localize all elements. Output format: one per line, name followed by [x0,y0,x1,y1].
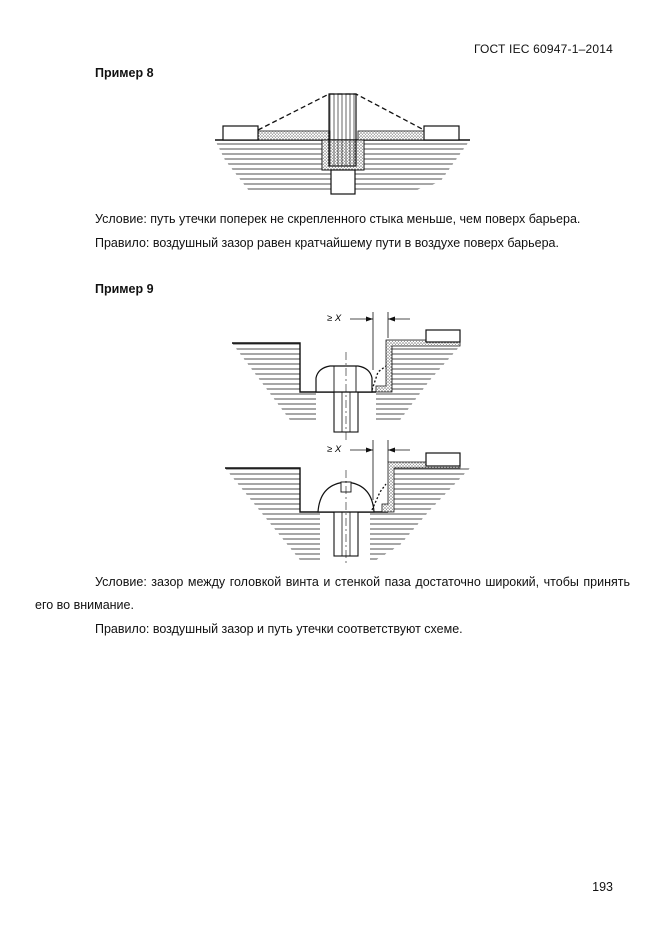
conductor-right [424,126,459,140]
example-8-condition: Условие: путь утечки поперек не скрепленного стыка меньше, чем поверх барьера. [95,212,581,226]
figure-example-9-top [232,312,460,440]
joint-block [331,170,355,194]
example-8-rule: Правило: воздушный зазор равен кратчайшему пути в воздухе поверх барьера. [95,236,559,250]
conductor [426,330,460,342]
page-number: 193 [592,880,613,894]
insulating-layer-right [358,131,424,140]
insulating-layer-left [258,131,330,140]
hex-screw-head [316,366,372,392]
conductor-left [223,126,258,140]
conductor [426,453,460,466]
example-9-title: Пример 9 [95,282,154,296]
dimension-label-bottom: ≥ X [327,444,342,455]
figure-example-9-bottom [225,440,470,565]
example-9-rule: Правило: воздушный зазор и путь утечки соответствуют схеме. [95,622,463,636]
document-header: ГОСТ IEC 60947-1–2014 [473,42,613,56]
figure-example-8 [215,94,470,194]
example-9-condition: Условие: зазор между головкой винта и стенкой паза достаточно широкий, чтобы принять его во внимание. [35,575,630,612]
substrate-hatching-left [232,343,316,420]
substrate-hatching-left [225,468,320,560]
dimension-label-top: ≥ X [327,313,342,324]
example-8-title: Пример 8 [95,66,154,80]
barrier [329,94,356,166]
substrate-hatching-right [370,468,470,560]
